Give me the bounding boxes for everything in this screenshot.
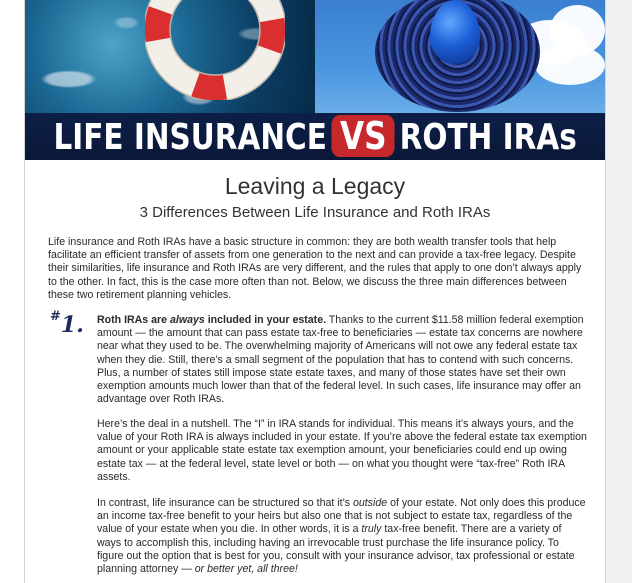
hero-title-bar [25, 113, 605, 160]
section1-lead: Roth IRAs are always included in your estate. [97, 314, 327, 326]
section1-paragraph3: In contrast, life insurance can be structured so that it’s outside of your estate. Not only does this produce an income tax-free benefit to your heirs but also one that is not subject to estate tax, regardless of the value of your estate when you die. In other words, it is a truly tax-free benefit. There are a variety of ways to accomplish this, including having an irrevocable trust purchase the life insurance policy. To figure out the option that is best for you, consult with your insurance advisor, tax professional or estate planning attorney — or better yet, all three! [97, 497, 586, 576]
cloud-shape [535, 45, 605, 85]
intro-paragraph: Life insurance and Roth IRAs have a basic structure in common: they are both wealth transfer tools that help facilitate an efficient transfer of assets from one generation to the next and can provide a tax-free legacy. Despite their similarities, life insurance and Roth IRAs are very different, and the rules that apply to one don’t always apply to the other. In fact, this is the case more often than not. Below, we discuss the three main differences between these two retirement planning vehicles. [48, 236, 582, 301]
flyer-page [25, 0, 605, 583]
section-number: #1. [50, 309, 84, 338]
hero-title-left: LIFE INSURANCE [53, 117, 327, 158]
hero-title [53, 115, 576, 158]
water-background [25, 0, 315, 113]
hero-banner [25, 0, 605, 160]
page-subtitle: 3 Differences Between Life Insurance and Roth IRAs [139, 204, 491, 221]
life-preserver-icon [145, 0, 285, 100]
section1-paragraph1: Roth IRAs are always included in your estate. Thanks to the current $11.58 million federal exemption amount — the amount that can pass estate tax-free to beneficiaries — estate tax concerns are nowhere near what they used to be. The overwhelming majority of Americans will not owe any federal estate tax when they die. Still, there’s a small segment of the population that has to contend with such concerns. Plus, a number of states still impose state estate taxes, and many of those states have set their own exemption amounts much lower than that of the federal level. In such cases, life insurance may offer an advantage over Roth IRAs. [97, 314, 584, 406]
section1-paragraph2: Here’s the deal in a nutshell. The “I” in IRA stands for individual. This means it’s always yours, and the value of your Roth IRA is always included in your estate. If you’re above the federal estate tax exemption amount or your applicable state estate tax exemption amount, your beneficiaries could end up owing estate tax — at the federal level, state level or both — on what you thought were “tax-free” Roth IRA assets. [97, 418, 587, 483]
hero-title-right: ROTH IRAs [399, 117, 577, 158]
page-title: Leaving a Legacy [224, 173, 406, 199]
page-gutter [606, 0, 632, 583]
sky-background [315, 0, 605, 113]
vs-badge: VS [332, 115, 395, 157]
